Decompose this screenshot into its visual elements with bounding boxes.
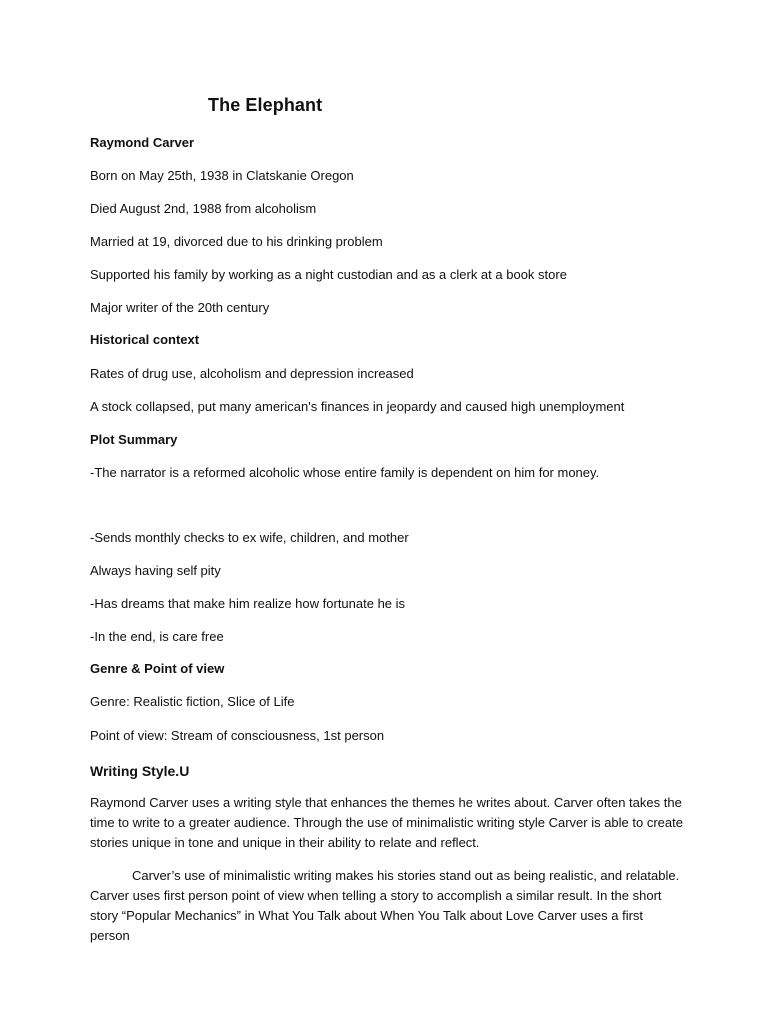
style-paragraph: Carver’s use of minimalistic writing makes his stories stand out as being realistic, and relatable. Carver uses first person point of view when telling a story to accomplish a similar result. In the short story “Popular Mechanics” in What You Talk about When You Talk about Love Carver uses a first person <box>90 868 680 943</box>
plot-point: -In the end, is care free <box>90 629 224 644</box>
author-fact: Married at 19, divorced due to his drinking problem <box>90 234 383 249</box>
plot-point: -Has dreams that make him realize how fortunate he is <box>90 596 406 611</box>
genre-fact: Genre: Realistic fiction, Slice of Life <box>90 694 295 709</box>
genre-heading: Genre & Point of view <box>90 661 225 676</box>
author-fact: Born on May 25th, 1938 in Clatskanie Oregon <box>90 168 354 183</box>
history-fact: Rates of drug use, alcoholism and depression increased <box>90 366 414 381</box>
plot-heading: Plot Summary <box>90 432 178 447</box>
plot-point: -Sends monthly checks to ex wife, children, and mother <box>90 530 409 545</box>
document-title: The Elephant <box>208 95 323 115</box>
history-fact: A stock collapsed, put many american's finances in jeopardy and caused high unemployment <box>90 399 625 414</box>
plot-point: -The narrator is a reformed alcoholic whose entire family is dependent on him for money. <box>90 465 600 480</box>
author-fact: Major writer of the 20th century <box>90 300 270 315</box>
author-heading: Raymond Carver <box>90 135 195 150</box>
genre-fact: Point of view: Stream of consciousness, 1st person <box>90 728 385 743</box>
history-heading: Historical context <box>90 332 200 347</box>
plot-point: Always having self pity <box>90 563 221 578</box>
style-paragraph: Raymond Carver uses a writing style that enhances the themes he writes about. Carver often takes the time to write to a greater audience. Through the use of minimalistic writing style Carver is able to create stories unique in tone and unique in their ability to relate and reflect. <box>90 795 683 850</box>
style-heading: Writing Style.U <box>90 763 190 779</box>
author-fact: Supported his family by working as a night custodian and as a clerk at a book store <box>90 267 567 282</box>
author-fact: Died August 2nd, 1988 from alcoholism <box>90 201 317 216</box>
